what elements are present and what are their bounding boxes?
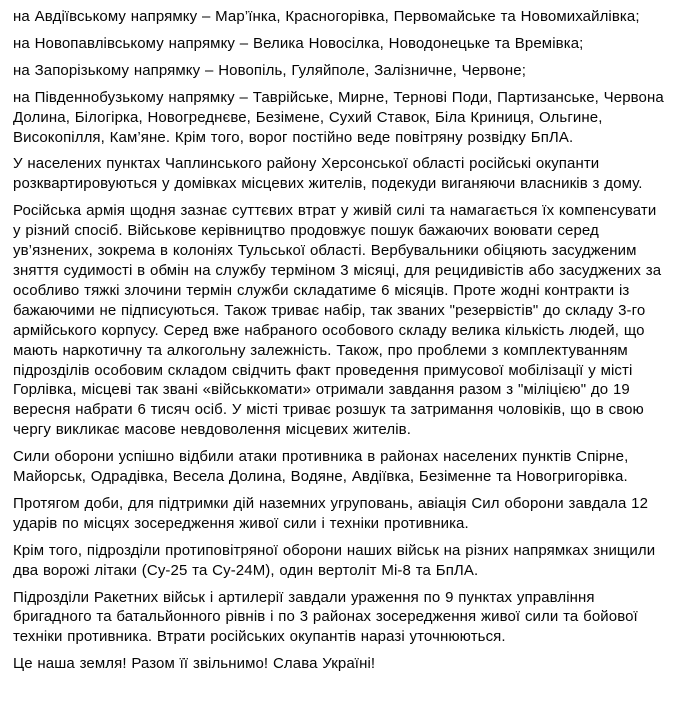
paragraph-defense-forces-repelled: Сили оборони успішно відбили атаки противника в районах населених пунктів Спірне, Майорськ, Одрадівка, Весела Долина, Водяне, Авдіївка, Безіменне та Новогригорівка. [13, 448, 629, 486]
paragraph-direction-zaporizhzhia: на Запорізькому напрямку – Новопіль, Гуляйполе, Залізничне, Червоне; [13, 61, 527, 79]
paragraph-direction-novopavlivka: на Новопавлівському напрямку – Велика Новосілка, Новодонецьке та Времівка; [13, 34, 584, 52]
paragraph-direction-avdiivka: на Авдіївському напрямку – Мар’їнка, Красногорівка, Первомайське та Новомихайлівка; [13, 8, 640, 25]
paragraph-missile-artillery: Підрозділи Ракетних військ і артилерії завдали ураження по 9 пунктах управління бригадного та батальйонного рівнів і по 3 районах зосередження живої сили та бойової техніки противника. Втрати російських окупантів наразі уточнюються. [13, 588, 638, 646]
paragraph-closing-slogan: Це наша земля! Разом її звільнимо! Слава Україні! [13, 655, 376, 673]
paragraph-air-defense: Крім того, підрозділи протиповітряної оборони наших військ на різних напрямках знищили два ворожі літаки (Су-25 та Су-24М), один вертоліт Мі-8 та БпЛА. [13, 541, 656, 579]
paragraph-direction-pivdennobuzkyi: на Південнобузькому напрямку – Таврійське, Мирне, Тернові Поди, Партизанське, Червона Долина, Білогірка, Новогреднєве, Безімене, Сухий Ставок, Біла Криниця, Ольгине, Високопілля, Кам’яне. Крім того, ворог постійно веде повітряну розвідку БпЛА. [13, 88, 664, 146]
paragraph-russian-losses-recruitment: Російська армія щодня зазнає суттєвих втрат у живій силі та намагається їх компенсувати у різний спосіб. Військове керівництво продовжує пошук бажаючих воювати серед ув’язнених, зокрема в колоніях Тульської області. Вербувальники обіцяють засудженим зняття судимості в обмін на службу терміном 3 місяці, для рецидивістів або засуджених за особливо тяжкі злочини термін служби складатиме 6 місяців. Проте жодні контракти із бажаючими не підписуються. Також триває набір, так званих "резервістів" до складу 3-го армійського корпусу. Серед вже набраного особового складу велика кількість людей, що мають наркотичну та алкогольну залежність. Також, про проблеми з комплектуванням підрозділів особовим складом свідчить факт проведення примусової мобілізації у місті Горлівка, місцеві так звані «військкомати» отримали завдання разом з "міліцією" до 19 вересня набрати 6 тисяч осіб. У місті триває розшук та затримання чоловіків, що в свою чергу викликає масове невдоволення місцевих жителів. [13, 202, 662, 439]
paragraph-kherson-occupants: У населених пунктах Чаплинського району Херсонської області російські окупанти розквартировуються у домівках місцевих жителів, подекуди виганяючи власників з дому. [13, 155, 643, 193]
paragraph-aviation-strikes: Протягом доби, для підтримки дій наземних угруповань, авіація Сил оборони завдала 12 ударів по місцях зосередження живої сили і техніки противника. [13, 494, 649, 532]
